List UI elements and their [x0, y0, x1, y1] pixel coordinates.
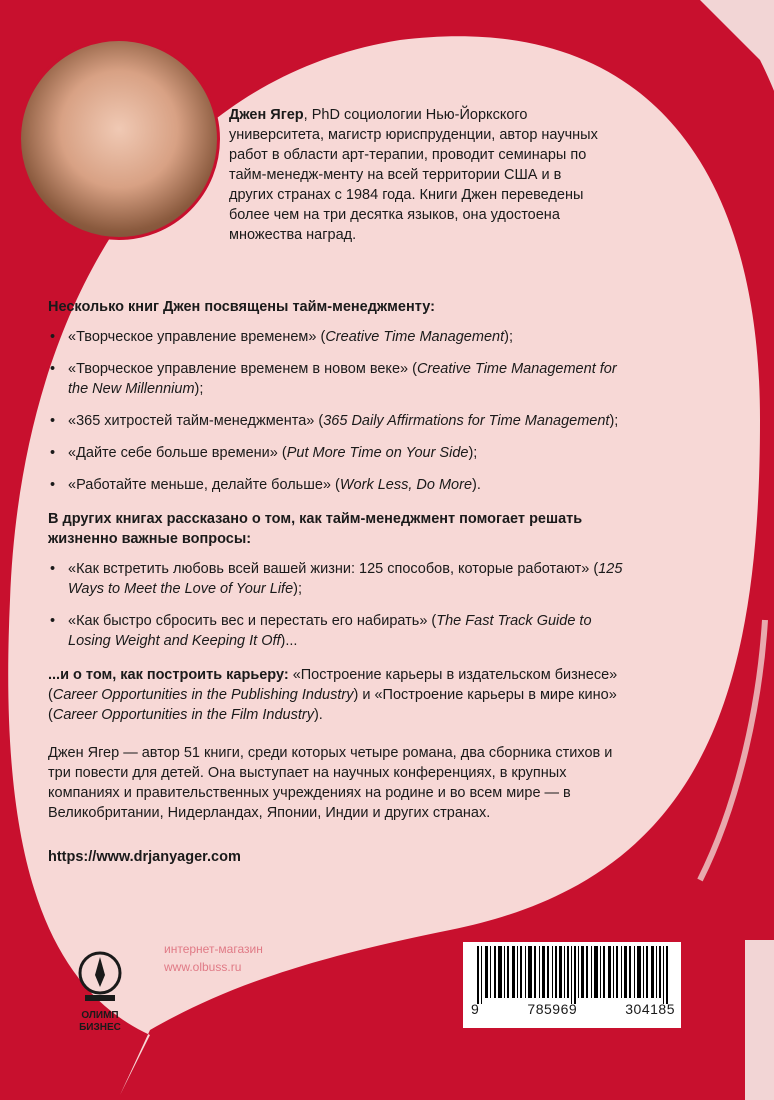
list-item: • «365 хитростей тайм-менеджмента» (365 Daily Affirmations for Time Management);	[48, 411, 628, 431]
list-item: • «Как встретить любовь всей вашей жизни: 125 способов, которые работают» (125 Ways to Meet the Love of Your Life);	[48, 559, 628, 599]
isbn-number: 9 785969 304185	[471, 1001, 675, 1017]
publisher-name-line1: ОЛИМП	[81, 1010, 119, 1021]
laurel-icon	[75, 945, 125, 1005]
list-item: • «Творческое управление временем в новом веке» (Creative Time Management for the New Millennium);	[48, 359, 628, 399]
shop-info	[164, 940, 263, 976]
website-link[interactable]: https://www.drjanyager.com	[48, 849, 241, 865]
list-item: • «Работайте меньше, делайте больше» (Work Less, Do More).	[48, 475, 628, 495]
author-photo	[18, 38, 220, 240]
list-item: • «Дайте себе больше времени» (Put More Time on Your Side);	[48, 443, 628, 463]
list-item: • «Как быстро сбросить вес и перестать его набирать» (The Fast Track Guide to Losing Weight and Keeping It Off)...	[48, 611, 628, 651]
list-item: • «Творческое управление временем» (Creative Time Management);	[48, 327, 628, 347]
publisher-name-line2: БИЗНЕС	[79, 1022, 121, 1033]
career-lead: ...и о том, как построить карьеру:	[48, 667, 289, 683]
life-books-heading: В других книгах рассказано о том, как тайм-менеджмент помогает решать жизненно важные вопросы:	[48, 511, 583, 547]
author-name: Джен Ягер	[229, 107, 304, 123]
summary-paragraph: Джен Ягер — автор 51 книги, среди которых четыре романа, два сборника стихов и три повести для детей. Она выступает на научных конференциях, в крупных компаниях и правительственных учреждениях на родине и во всем мире — в Великобритании, Нидерландах, Японии, Индии и других странах.	[48, 745, 613, 821]
author-bio	[229, 105, 599, 245]
time-books-list	[48, 327, 628, 495]
shop-label: интернет-магазин	[164, 942, 263, 956]
author-bio-text: , PhD социологии Нью-Йоркского университета, магистр юриспруденции, автор научных работ в области арт-терапии, проводит семинары по тайм-менедж-менту на всей территории США и в других странах с 1984 года. Книги Джен переведены более чем на три десятка языков, она удостоена множества наград.	[229, 107, 598, 243]
life-books-list	[48, 559, 628, 651]
barcode-bars	[463, 942, 681, 1004]
career-paragraph: ...и о том, как построить карьеру: «Построение карьеры в издательском бизнесе» (Career Opportunities in the Publishing Industry) и «Построение карьеры в мире кино» (Career Opportunities in the Film Industry).	[48, 667, 618, 723]
shop-url[interactable]: www.olbuss.ru	[164, 960, 242, 974]
publisher-logo	[70, 945, 130, 1065]
time-books-heading: Несколько книг Джен посвящены тайм-менеджменту:	[48, 299, 435, 315]
main-content	[48, 297, 628, 882]
